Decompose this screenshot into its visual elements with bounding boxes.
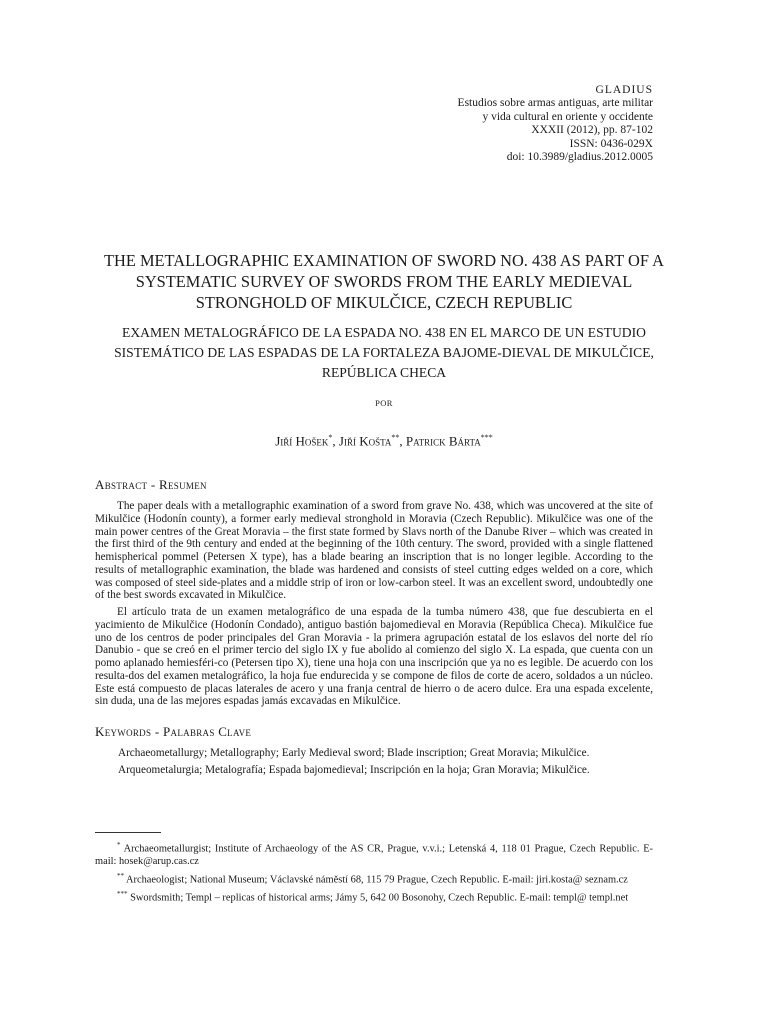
footnote	[95, 870, 653, 887]
footnote	[95, 839, 653, 869]
abstract-paragraph-en: The paper deals with a metallographic examination of a sword from grave No. 438, which was uncovered at the site of Mikulčice (Hodonín county), a former early medieval stronghold in Moravia (Czech Republic). Mikulčice was one of the main power centres of the Great Moravia – the first state formed by Slavs north of the Danube River – which was created in the first third of the 9th century and ended at the beginning of the 10th century. The sword, provided with a single flattened hemispherical pommel (Petersen X type), has a blade bearing an inscription that is no longer legible. According to the results of metallographic examination, the blade was hardened and consists of steel cutting edges welded on a core, which was composed of steel side-plates and a middle strip of iron or low-carbon steel. It was an excellent sword, undoubtedly one of the best swords excavated in Mikulčice.	[95, 500, 653, 602]
author-name: Patrick Bárta	[405, 433, 481, 449]
footnote-mark: ***	[117, 890, 128, 899]
keywords-es: Arqueometalurgia; Metalografía; Espada bajomedieval; Inscripción en la hoja; Gran Moravia; Mikulčice.	[118, 764, 590, 776]
author-separator: ,	[332, 433, 339, 449]
author-name: Jiří Hošek	[275, 433, 329, 449]
abstract-heading: Abstract - Resumen	[95, 477, 207, 492]
journal-name: GLADIUS	[595, 84, 653, 96]
journal-volume: XXXII (2012), pp. 87-102	[531, 124, 653, 137]
footnote-divider	[95, 832, 161, 833]
footnote	[95, 888, 653, 905]
journal-subtitle-line2: y vida cultural en oriente y occidente	[482, 110, 653, 123]
journal-subtitle-line1: Estudios sobre armas antiguas, arte militar	[457, 97, 653, 110]
author-name: Jiří Košta	[338, 433, 392, 449]
footnote-text: Archaeologist; National Museum; Václavské náměstí 68, 115 79 Prague, Czech Republic. E-mail: jiri.kosta@ seznam.cz	[126, 874, 628, 886]
footnotes	[95, 839, 653, 906]
author-list	[0, 433, 768, 449]
keywords-en: Archaeometallurgy; Metallography; Early Medieval sword; Blade inscription; Great Moravia; Mikulčice.	[118, 747, 590, 759]
author-footnote-mark: **	[391, 433, 400, 442]
journal-header	[458, 84, 653, 164]
journal-issn: ISSN: 0436-029X	[569, 137, 653, 150]
author-separator: ,	[399, 433, 406, 449]
footnote-text: Archaeometallurgist; Institute of Archaeology of the AS CR, Prague, v.v.i.; Letenská 4, 118 01 Prague, Czech Republic. E-mail: hosek@arup.cas.cz	[95, 843, 653, 868]
abstract-paragraph-es: El artículo trata de un examen metalográfico de una espada de la tumba número 438, que fue descubierta en el yacimiento de Mikulčice (Hodonín Condado), antiguo bastión bajomedieval en Moravia (República Checa). Mikulčice fue uno de los centros de poder principales del Gran Moravia - la primera agrupación estatal de los eslavos del norte del río Danubio - que se creó en el primer tercio del siglo IX y fue abolido al comienzo del siglo X. La espada, que cuenta con un pomo aplanado hemiesféri-co (Petersen tipo X), tiene una hoja con una inscripción que ya no es legible. De acuerdo con los resulta-dos del examen metalográfico, la hoja fue endurecida y se compone de filos de corte de acero, soldados a un núcleo. Este está compuesto de placas laterales de acero y una franja central de hierro o de acero dulce. Era una espada excelente, sin duda, una de las mejores espadas jamás excavadas en Mikulčice.	[95, 606, 653, 708]
keywords-heading: Keywords - Palabras Clave	[95, 724, 252, 739]
footnote-text: Swordsmith; Templ – replicas of historical arms; Jámy 5, 642 00 Bosonohy, Czech Republic. E-mail: templ@ templ.net	[130, 892, 629, 904]
author-footnote-mark: ***	[480, 433, 493, 442]
footnote-mark: *	[117, 841, 121, 849]
by-label: POR	[375, 398, 393, 408]
paper-title-en: THE METALLOGRAPHIC EXAMINATION OF SWORD NO. 438 AS PART OF A SYSTEMATIC SURVEY OF SWORDS FROM THE EARLY MEDIEVAL STRONGHOLD OF MIKULČICE, CZECH REPUBLIC	[103, 251, 665, 312]
abstract-body	[95, 500, 653, 712]
footnote-mark: **	[117, 871, 124, 880]
author-footnote-mark: *	[328, 433, 333, 442]
paper-title-es: EXAMEN METALOGRÁFICO DE LA ESPADA NO. 438 EN EL MARCO DE UN ESTUDIO SISTEMÁTICO DE LAS ESPADAS DE LA FORTALEZA BAJOME-DIEVAL DE MIKULČICE, REPÚBLICA CHECA	[114, 325, 654, 380]
journal-doi: doi: 10.3989/gladius.2012.0005	[506, 151, 653, 164]
